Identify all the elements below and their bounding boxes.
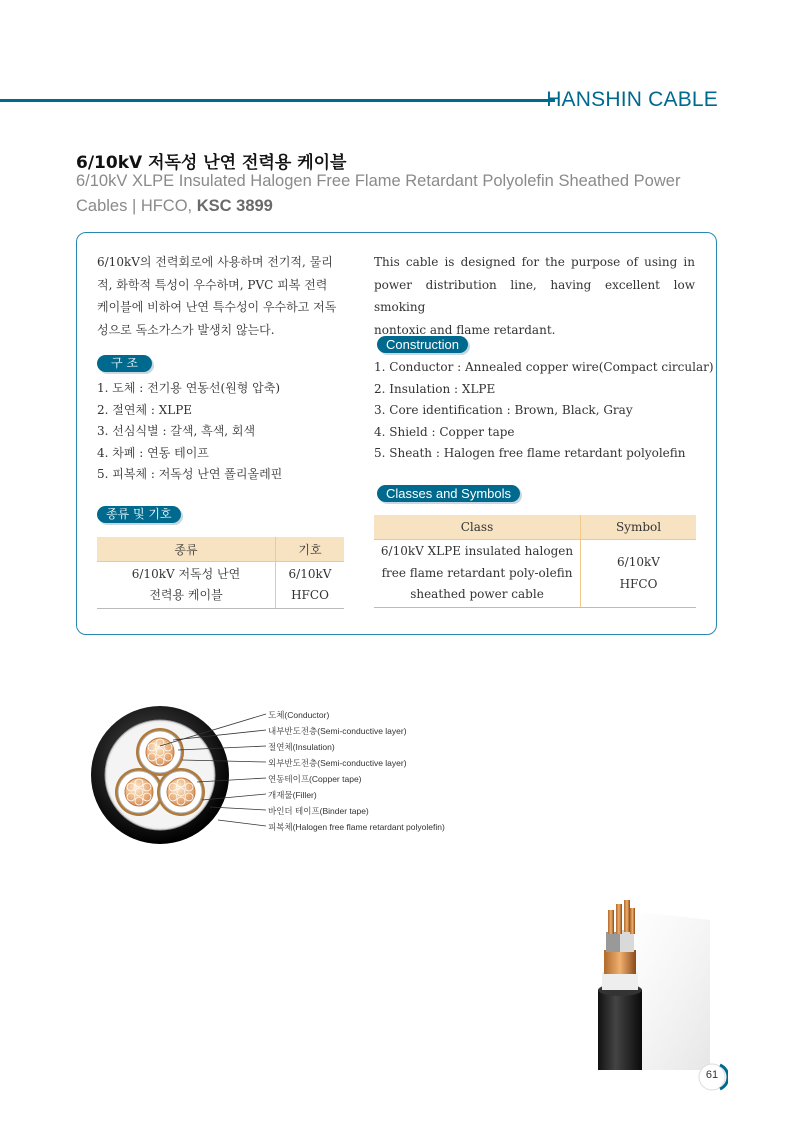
cell-line: sheathed power cable: [410, 587, 544, 602]
title-english-line1: 6/10kV XLPE Insulated Halogen Free Flame Retardant Polyolefin Sheathed Power: [76, 172, 681, 190]
core-left: [115, 768, 163, 816]
label-copper-tape: 연동테이프(Copper tape): [268, 774, 362, 784]
label-filler: 개재물(Filler): [268, 790, 317, 800]
list-item: 5. Sheath : Halogen free flame retardant polyolefin: [374, 446, 686, 460]
title-english: [76, 169, 726, 219]
table-header: Class: [374, 515, 581, 540]
english-intro: [374, 251, 695, 341]
list-item: 1. Conductor : Annealed copper wire(Compact circular): [374, 360, 714, 374]
list-item: 4. 차폐 : 연동 테이프: [97, 445, 209, 460]
list-item: 5. 피복체 : 저독성 난연 폴리올레핀: [97, 467, 283, 481]
table-cell-class: [97, 562, 276, 609]
cell-line: 6/10kV: [617, 555, 660, 569]
label-outer-semiconductive: 외부반도전층(Semi-conductive layer): [268, 758, 407, 768]
list-item: 3. 선심식별 : 갈색, 흑색, 회색: [97, 424, 256, 438]
table-row: [374, 540, 696, 608]
label-binder-tape: 바인더 테이프(Binder tape): [268, 806, 369, 816]
core-right: [157, 768, 205, 816]
table-header: 종류: [97, 537, 276, 562]
table-header-row: [374, 515, 696, 540]
korean-intro-line: 케이블에 비하여 난연 특수성이 우수하고 저독: [97, 300, 337, 314]
label-insulation: 절연체(Insulation): [268, 742, 335, 752]
cell-line: 6/10kV: [288, 566, 332, 581]
cell-line: HFCO: [291, 588, 329, 602]
list-item: 1. 도체 : 전기용 연동선(원형 압축): [97, 381, 281, 395]
cell-line: 전력용 케이블: [149, 588, 223, 602]
korean-construction-list: [97, 378, 282, 486]
english-classes-heading: Classes and Symbols: [377, 485, 520, 502]
table-cell-symbol: [276, 562, 345, 609]
page-number: 61: [705, 1069, 719, 1081]
label-inner-semiconductive: 내부반도전층(Semi-conductive layer): [268, 726, 407, 736]
table-header: Symbol: [581, 515, 697, 540]
korean-intro-line: 적, 화학적 특성이 우수하며, PVC 피복 전력: [97, 277, 328, 292]
table-cell-symbol: [581, 540, 697, 608]
cell-line: 6/10kV XLPE insulated halogen: [380, 544, 574, 559]
english-intro-line: power distribution line, having excellent low smoking: [374, 277, 695, 314]
title-korean: 6/10kV 저독성 난연 전력용 케이블: [76, 153, 347, 173]
korean-classes-table: [97, 537, 344, 609]
english-classes-table: [374, 515, 696, 608]
korean-intro-line: 6/10kV의 전력회로에 사용하며 전기적, 물리: [97, 255, 333, 269]
title-english-line2: [76, 194, 726, 219]
list-item: 3. Core identification : Brown, Black, Gray: [374, 403, 633, 417]
label-sheath: 피복체(Halogen free flame retardant polyolefin): [268, 822, 445, 832]
korean-classes-heading: 종류 및 기호: [97, 506, 181, 523]
brand-name: HANSHIN CABLE: [546, 88, 718, 111]
cable-product-photo: [560, 880, 720, 1070]
korean-intro-line: 성으로 독소가스가 발생치 않는다.: [97, 322, 275, 337]
table-header-row: [97, 537, 344, 562]
korean-construction-heading: 구 조: [97, 355, 152, 372]
title-english-prefix: Cables | HFCO,: [76, 197, 197, 215]
english-intro-line: This cable is designed for the purpose of using in: [374, 255, 695, 269]
label-conductor: 도체(Conductor): [268, 710, 330, 720]
list-item: 4. Shield : Copper tape: [374, 424, 515, 439]
cell-line: HFCO: [619, 576, 658, 591]
english-construction-list: [374, 357, 714, 465]
cable-cross-section-diagram: [80, 700, 280, 850]
english-intro-line: nontoxic and flame retardant.: [374, 322, 556, 337]
header-rule: [0, 99, 555, 102]
list-item: 2. Insulation : XLPE: [374, 381, 496, 396]
english-construction-heading: Construction: [377, 336, 468, 353]
list-item: 2. 절연체 : XLPE: [97, 402, 193, 417]
cell-line: free flame retardant poly-olefin: [381, 565, 573, 580]
table-row: [97, 562, 344, 609]
title-english-standard: KSC 3899: [196, 197, 273, 215]
cell-line: 6/10kV 저독성 난연: [131, 566, 241, 581]
table-cell-class: [374, 540, 581, 608]
table-header: 기호: [276, 537, 345, 562]
korean-intro: [97, 251, 345, 341]
